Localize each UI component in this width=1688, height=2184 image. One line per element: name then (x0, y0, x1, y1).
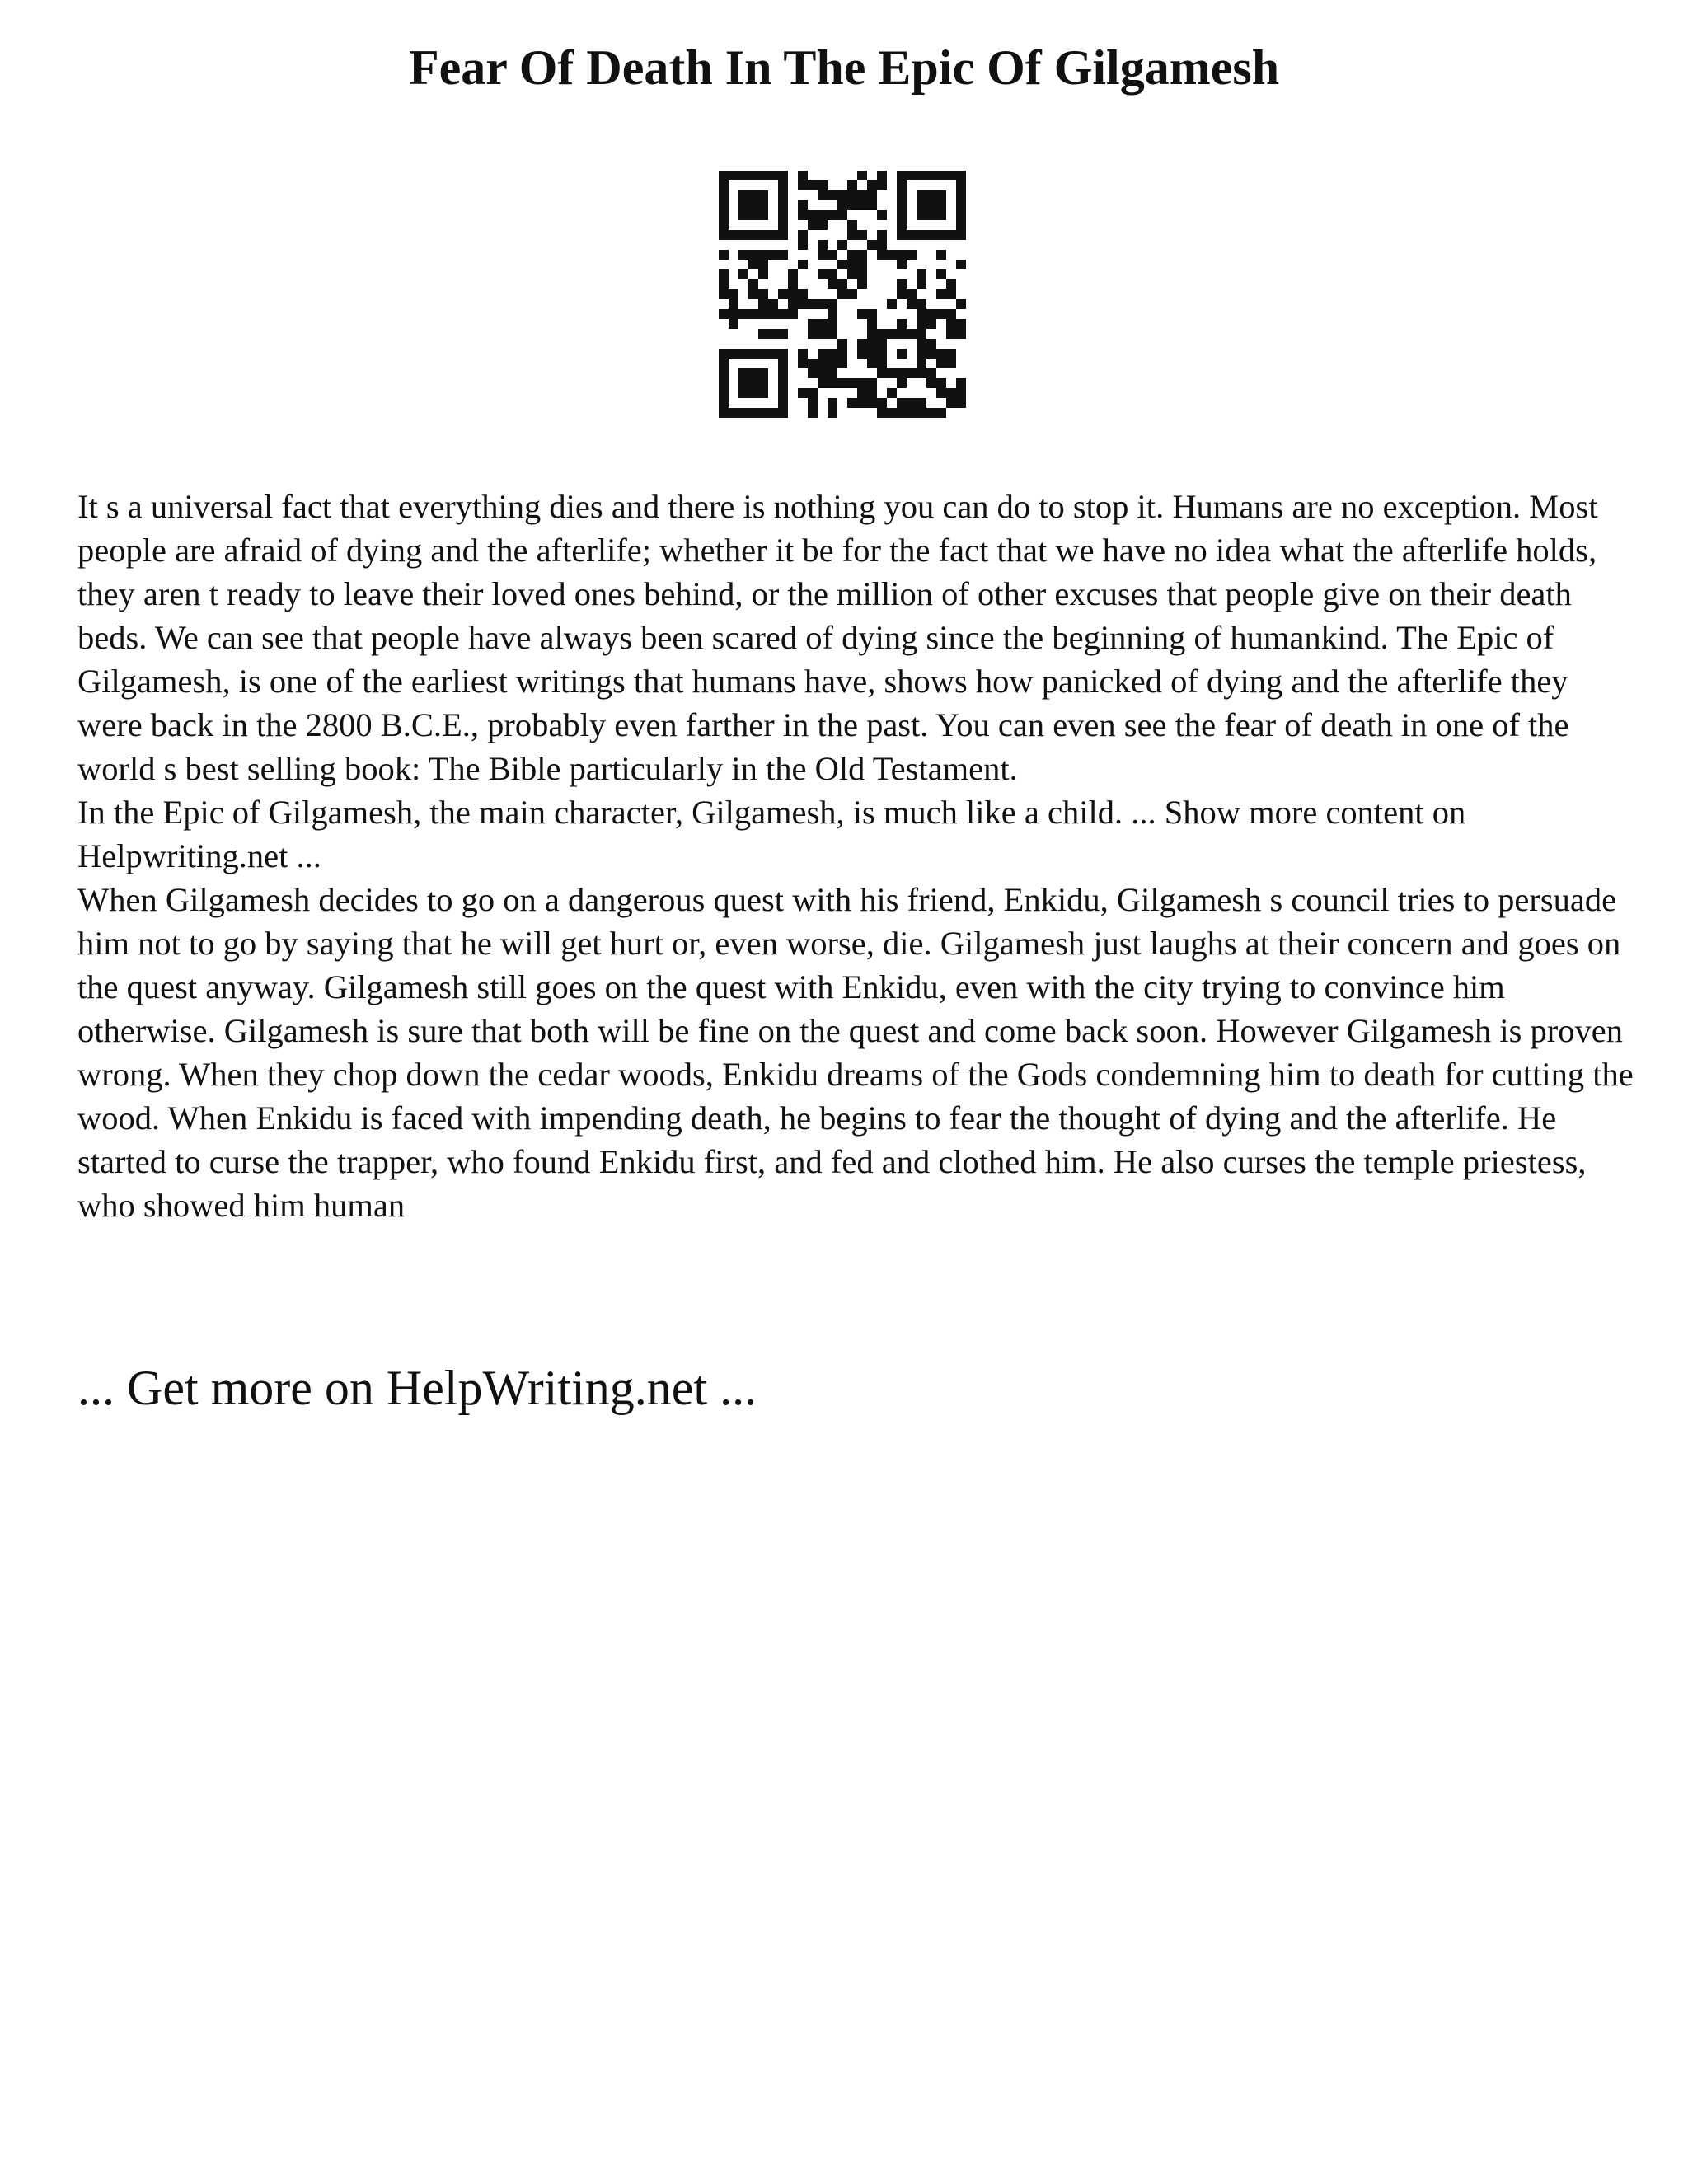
paragraph-intro: It s a universal fact that everything dies and there is nothing you can do to stop it. Humans are no exception. Most people are afraid of dying and the afterlife; whether it be for the fact that we have no idea what the afterlife holds, they aren t ready to leave their loved ones behind, or the million of other excuses that people give on their death beds. We can see that people have always been scared of dying since the beginning of humankind. The Epic of Gilgamesh, is one of the earliest writings that humans have, shows how panicked of dying and the afterlife they were back in the 2800 B.C.E., probably even farther in the past. You can even see the fear of death in one of the world s best selling book: The Bible particularly in the Old Testament. (77, 488, 1598, 787)
page-title: Fear Of Death In The Epic Of Gilgamesh (408, 40, 1280, 95)
paragraph-show-more: In the Epic of Gilgamesh, the main character, Gilgamesh, is much like a child. ... Show more content on Helpwriting.net ... (77, 794, 1466, 874)
qr-code-graphic (719, 171, 966, 418)
get-more-link[interactable]: ... Get more on HelpWriting.net ... (77, 1361, 757, 1415)
article-body (77, 485, 1635, 1227)
paragraph-quest: When Gilgamesh decides to go on a dangerous quest with his friend, Enkidu, Gilgamesh s council tries to persuade him not to go by saying that he will get hurt or, even worse, die. Gilgamesh just laughs at their concern and goes on the quest anyway. Gilgamesh still goes on the quest with Enkidu, even with the city trying to convince him otherwise. Gilgamesh is sure that both will be fine on the quest and come back soon. However Gilgamesh is proven wrong. When they chop down the cedar woods, Enkidu dreams of the Gods condemning him to death for cutting the wood. When Enkidu is faced with impending death, he begins to fear the thought of dying and the afterlife. He started to curse the trapper, who found Enkidu first, and fed and clothed him. He also curses the temple priestess, who showed him human (77, 881, 1634, 1224)
qr-code-icon (719, 171, 966, 418)
